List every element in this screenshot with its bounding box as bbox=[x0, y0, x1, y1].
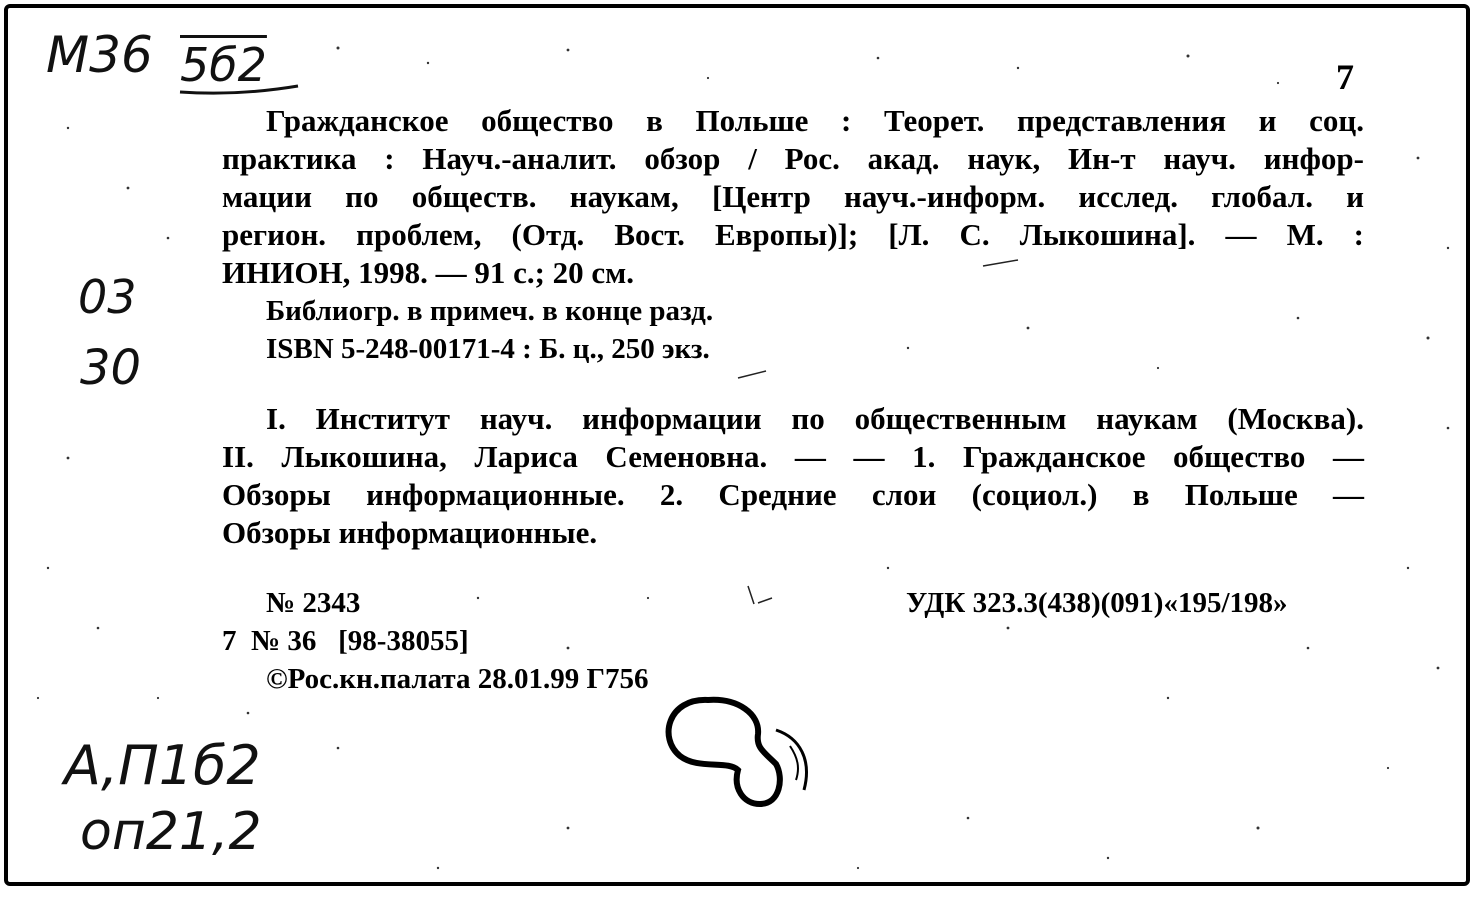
entry-line-1: Гражданское общество в Польше : Теорет. представления и соц. bbox=[266, 103, 1364, 138]
entry-line-5: ИНИОН, 1998. — 91 с.; 20 см. bbox=[222, 255, 635, 290]
library-stamp bbox=[8, 8, 1470, 886]
entry-line-3: мации по обществ. наукам, [Центр науч.-информ. исслед. глобал. и bbox=[222, 179, 1364, 214]
handwritten-mark-left-2: 30 bbox=[80, 340, 142, 396]
isbn-line: ISBN 5-248-00171-4 : Б. ц., 250 экз. bbox=[266, 333, 710, 365]
record-number: № 2343 bbox=[266, 587, 361, 619]
issue-line: 7 № 36 [98-38055] bbox=[222, 625, 469, 657]
entry-line-2: практика : Науч.-аналит. обзор / Рос. акад. наук, Ин-т науч. инфор- bbox=[222, 141, 1364, 176]
udc-code: УДК 323.3(438)(091)«195/198» bbox=[906, 587, 1288, 619]
handwritten-code-top: М36 bbox=[46, 26, 153, 84]
copyright-line: ©Рос.кн.палата 28.01.99 Г756 bbox=[266, 663, 649, 695]
subject-line-2: II. Лыкошина, Лариса Семеновна. — — 1. Гражданское общество — bbox=[222, 439, 1364, 474]
catalog-card bbox=[4, 4, 1470, 886]
handwritten-mark-bottom-1: А,П1б2 bbox=[64, 734, 261, 797]
subject-line-1: I. Институт науч. информации по общественным наукам (Москва). bbox=[266, 401, 1364, 436]
entry-line-4: регион. проблем, (Отд. Вост. Европы)]; [Л. С. Лыкошина]. — М. : bbox=[222, 217, 1364, 252]
handwritten-code-top-underlined: 5б2 bbox=[180, 38, 267, 92]
page-number: 7 bbox=[1336, 57, 1354, 97]
subject-line-4: Обзоры информационные. bbox=[222, 515, 598, 550]
bibliography-note: Библиогр. в примеч. в конце разд. bbox=[266, 295, 714, 327]
handwritten-mark-left-1: 03 bbox=[78, 270, 137, 324]
subject-line-3: Обзоры информационные. 2. Средние слои (социол.) в Польше — bbox=[222, 477, 1364, 512]
handwritten-mark-bottom-2: оп21,2 bbox=[80, 802, 262, 862]
